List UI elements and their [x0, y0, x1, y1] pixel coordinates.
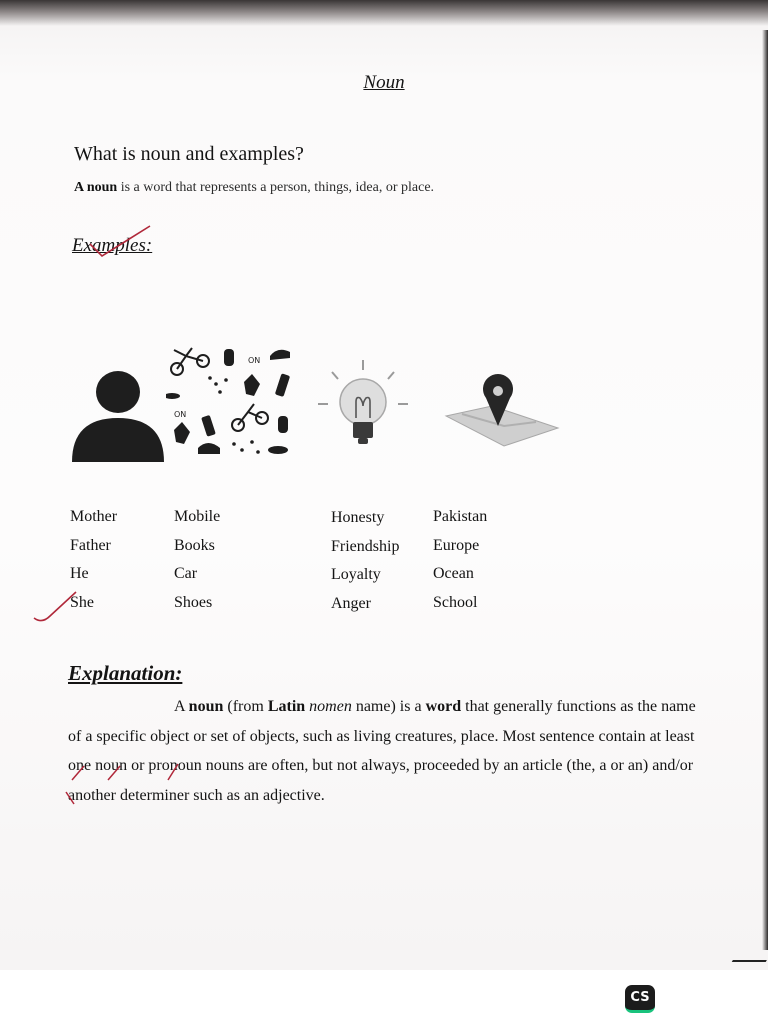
list-item: Ocean [433, 565, 474, 582]
list-item: She [70, 593, 94, 611]
red-tick-mark-icon [32, 590, 82, 630]
camscanner-logo: CS [625, 985, 655, 1013]
red-tick-mark-icon [80, 222, 160, 262]
collage-label-bottom: ON [174, 410, 187, 419]
list-item: Pakistan [433, 508, 488, 525]
list-item: Mobile [174, 508, 221, 525]
definition-rest: is a word that represents a person, things, idea, or place. [117, 180, 435, 195]
list-item: Honesty [331, 509, 385, 526]
corner-mark [727, 960, 767, 970]
list-item: Car [174, 565, 198, 582]
list-item: Loyalty [331, 566, 381, 583]
list-item: Mother [70, 508, 118, 525]
page-top-shadow [0, 0, 768, 26]
red-correction-marks-icon [64, 756, 184, 806]
page-title: Noun [363, 72, 405, 93]
explanation-paragraph: A noun (from Latin nomen name) is a word that generally functions as the name of a specific object or set of objects, such as living creatures, place. Most sentence contain at least one noun or pronoun nouns are often, but not always, proceeded by an article (the, a or an) and/or another determiner such as an adjective. [68, 698, 696, 804]
things-words-column [174, 503, 220, 617]
list-item: Europe [433, 536, 480, 554]
explanation-label: Explanation: [68, 661, 183, 685]
idea-words-column [331, 504, 399, 618]
examples-label: Examples: [72, 235, 153, 256]
page-right-edge [762, 30, 768, 950]
list-item: Father [70, 536, 111, 554]
map-pin-icon [440, 374, 560, 448]
list-item: He [70, 565, 89, 582]
lightbulb-icon [316, 358, 410, 452]
collage-label-top: ON [248, 356, 261, 365]
list-item: Books [174, 536, 215, 554]
person-icon [70, 370, 166, 464]
list-item: Friendship [331, 537, 400, 555]
section-heading: What is noun and examples? [74, 143, 304, 165]
list-item: Shoes [174, 593, 213, 611]
things-collage-icon [166, 344, 300, 462]
place-words-column [433, 503, 487, 617]
definition-text [74, 180, 434, 196]
list-item: Anger [331, 594, 371, 612]
list-item: School [433, 593, 478, 611]
definition-lead: A noun [74, 180, 118, 195]
